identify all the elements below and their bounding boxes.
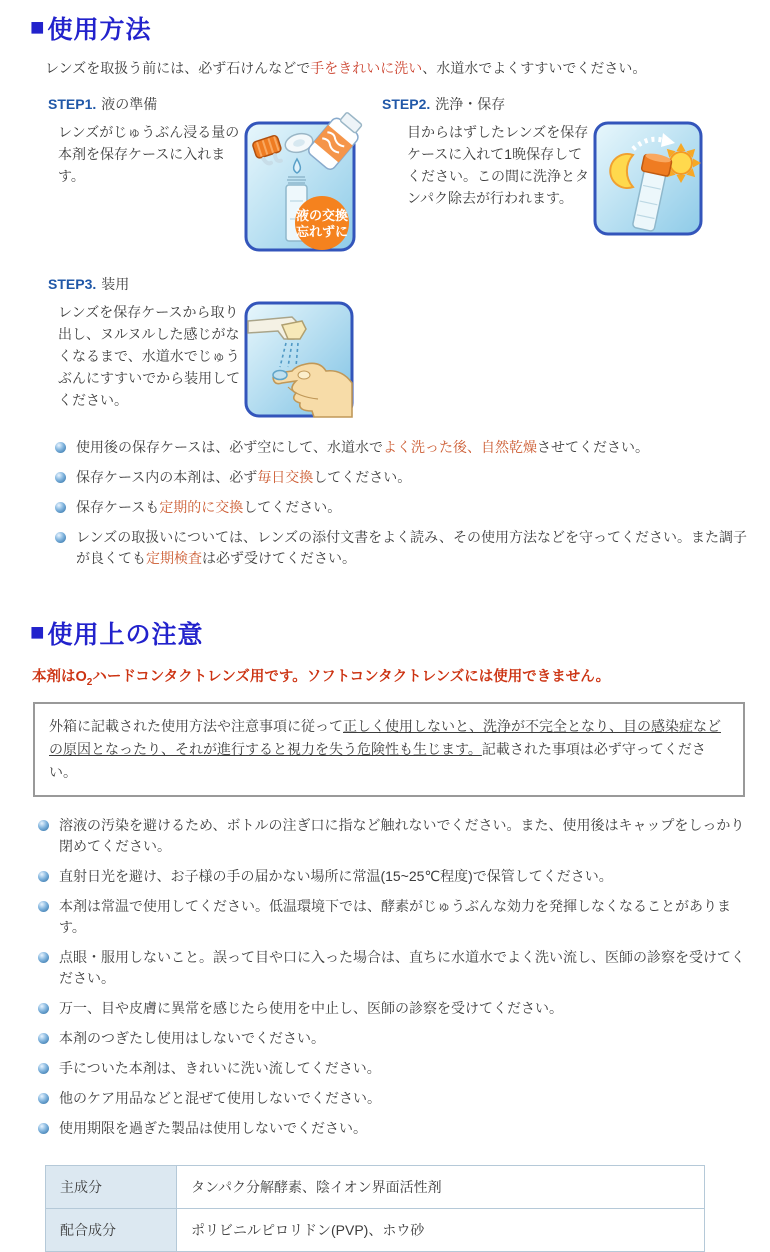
usage-note-item (55, 467, 756, 488)
ingredient-label-cell: 主成分 (46, 1165, 177, 1208)
step3-heading (30, 274, 382, 294)
warning-pre: 本剤はO (32, 669, 87, 685)
ingredient-value-cell: タンパク分解酵素、陰イオン界面活性剤 (177, 1165, 705, 1208)
step3-text: レンズを保存ケースから取り出し、ヌルヌルした感じがなくなるまで、水道水でじゅうぶんにすすいでから装用してください。 (58, 304, 241, 408)
caution-note-text: 万一、目や皮膚に異常を感じたら使用を中止し、医師の診察を受けてください。 (59, 999, 563, 1016)
bullet-ball-icon (38, 1063, 49, 1074)
step1-text: レンズがじゅうぶん浸る量の本剤を保存ケースに入れます。 (58, 124, 240, 184)
bullet-ball-icon (55, 532, 66, 543)
caution-section-title (30, 615, 756, 651)
usage-note-text: 保存ケースも定期的に交換してください。 (76, 499, 342, 515)
box-pre: 外箱に記載された使用方法や注意事項に従って (49, 717, 343, 734)
usage-note-text: 使用後の保存ケースは、必ず空にして、水道水でよく洗った後、自然乾燥させてください。 (76, 439, 650, 455)
step2-block (382, 94, 703, 252)
section-square-marker: ■ (30, 619, 46, 646)
intro-pre: レンズを取扱う前には、必ず石けんなどで (45, 60, 311, 76)
bullet-ball-icon (38, 871, 49, 882)
badge-line2: 忘れずに (295, 224, 349, 239)
ingredients-table-row (46, 1165, 705, 1208)
step3-block (30, 274, 382, 419)
caution-note-item (38, 1088, 756, 1109)
usage-note-text: レンズの取扱いについては、レンズの添付文書をよく読み、その使用方法などを守ってください。また調子が良くても定期検査は必ず受けてください。 (76, 529, 748, 566)
caution-note-item (38, 896, 756, 938)
caution-note-item (38, 815, 756, 857)
bullet-ball-icon (38, 901, 49, 912)
caution-note-item (38, 1028, 756, 1049)
caution-note-text: 直射日光を避け、お子様の手の届かない場所に常温(15~25℃程度)で保管してください。 (59, 867, 613, 884)
caution-warning-box (33, 702, 745, 797)
caution-note-text: 本剤は常温で使用してください。低温環境下では、酵素がじゅうぶんな効力を発揮しなくなることがあります。 (59, 897, 731, 935)
box-underlined: 正しく使用しないと、洗浄が不完全となり、目の感染症などの原因となったり、それが進行すると視力を失う危険性も生じます。 (49, 717, 721, 757)
badge-reminder (295, 196, 349, 250)
usage-title-text: 使用方法 (47, 16, 152, 44)
caution-note-item (38, 1058, 756, 1079)
contact-lens-icon (273, 371, 287, 380)
step3-illustration (244, 301, 354, 419)
intro-post: 、水道水でよくすすいでください。 (422, 60, 647, 76)
caution-warning-line (32, 665, 756, 688)
ingredient-value-cell: ポリビニルピロリドン(PVP)、ホウ砂 (177, 1208, 705, 1251)
usage-note-item (55, 497, 756, 518)
caution-note-text: 手についた本剤は、きれいに洗い流してください。 (59, 1059, 381, 1076)
box-post: 記載された事項は必ず守ってください。 (49, 740, 706, 780)
caution-note-item (38, 866, 756, 887)
caution-notes-list (38, 815, 756, 1139)
caution-note-item (38, 998, 756, 1019)
caution-note-text: 本剤のつぎたし使用はしないでください。 (59, 1029, 325, 1046)
caution-note-item (38, 1118, 756, 1139)
step2-illustration (593, 121, 703, 236)
usage-note-text: 保存ケース内の本剤は、必ず毎日交換してください。 (76, 469, 412, 485)
warning-post: ハードコンタクトレンズ用です。ソフトコンタクトレンズには使用できません。 (92, 669, 611, 685)
caution-title-text: 使用上の注意 (47, 621, 204, 649)
step1-name: 液の準備 (101, 96, 158, 112)
usage-notes-list (55, 437, 756, 569)
step1-heading (30, 94, 382, 114)
bullet-ball-icon (38, 1123, 49, 1134)
step1-block (30, 94, 382, 252)
bullet-ball-icon (55, 472, 66, 483)
steps-row-1 (30, 94, 756, 252)
steps-row-2 (30, 274, 756, 419)
ingredient-label-cell: 配合成分 (46, 1208, 177, 1251)
bullet-ball-icon (55, 502, 66, 513)
step2-name: 洗浄・保存 (435, 96, 506, 112)
section-square-marker: ■ (30, 14, 46, 41)
warning-subscript: 2 (86, 676, 93, 688)
caution-note-text: 点眼・服用しないこと。誤って目や口に入った場合は、直ちに水道水でよく洗い流し、医師の診察を受けてください。 (59, 948, 745, 986)
usage-note-item (55, 437, 756, 458)
bullet-ball-icon (38, 1093, 49, 1104)
bullet-ball-icon (38, 1003, 49, 1014)
badge-line1: 液の交換 (295, 208, 349, 223)
bullet-ball-icon (38, 1033, 49, 1044)
caution-note-text: 使用期限を過ぎた製品は使用しないでください。 (59, 1119, 367, 1136)
caution-note-text: 他のケア用品などと混ぜて使用しないでください。 (59, 1089, 381, 1106)
ingredients-table-row (46, 1208, 705, 1251)
usage-section-title (30, 10, 756, 46)
caution-note-item (38, 947, 756, 989)
step3-name: 装用 (101, 276, 130, 292)
usage-note-item (55, 527, 756, 569)
caution-note-text: 溶液の汚染を避けるため、ボトルの注ぎ口に指など触れないでください。また、使用後はキャップをしっかり閉めてください。 (59, 816, 745, 854)
step1-illustration (244, 121, 356, 252)
ingredients-table (45, 1165, 705, 1252)
intro-highlight: 手をきれいに洗い (310, 60, 423, 76)
bullet-ball-icon (55, 442, 66, 453)
step2-heading (382, 94, 703, 114)
step2-text: 目からはずしたレンズを保存ケースに入れて1晩保存してください。この間に洗浄とタンパク除去が行われます。 (407, 124, 589, 206)
step2-label: STEP2. (382, 96, 431, 112)
step3-label: STEP3. (48, 276, 97, 292)
bullet-ball-icon (38, 820, 49, 831)
usage-intro (45, 58, 756, 78)
step1-label: STEP1. (48, 96, 97, 112)
bullet-ball-icon (38, 952, 49, 963)
